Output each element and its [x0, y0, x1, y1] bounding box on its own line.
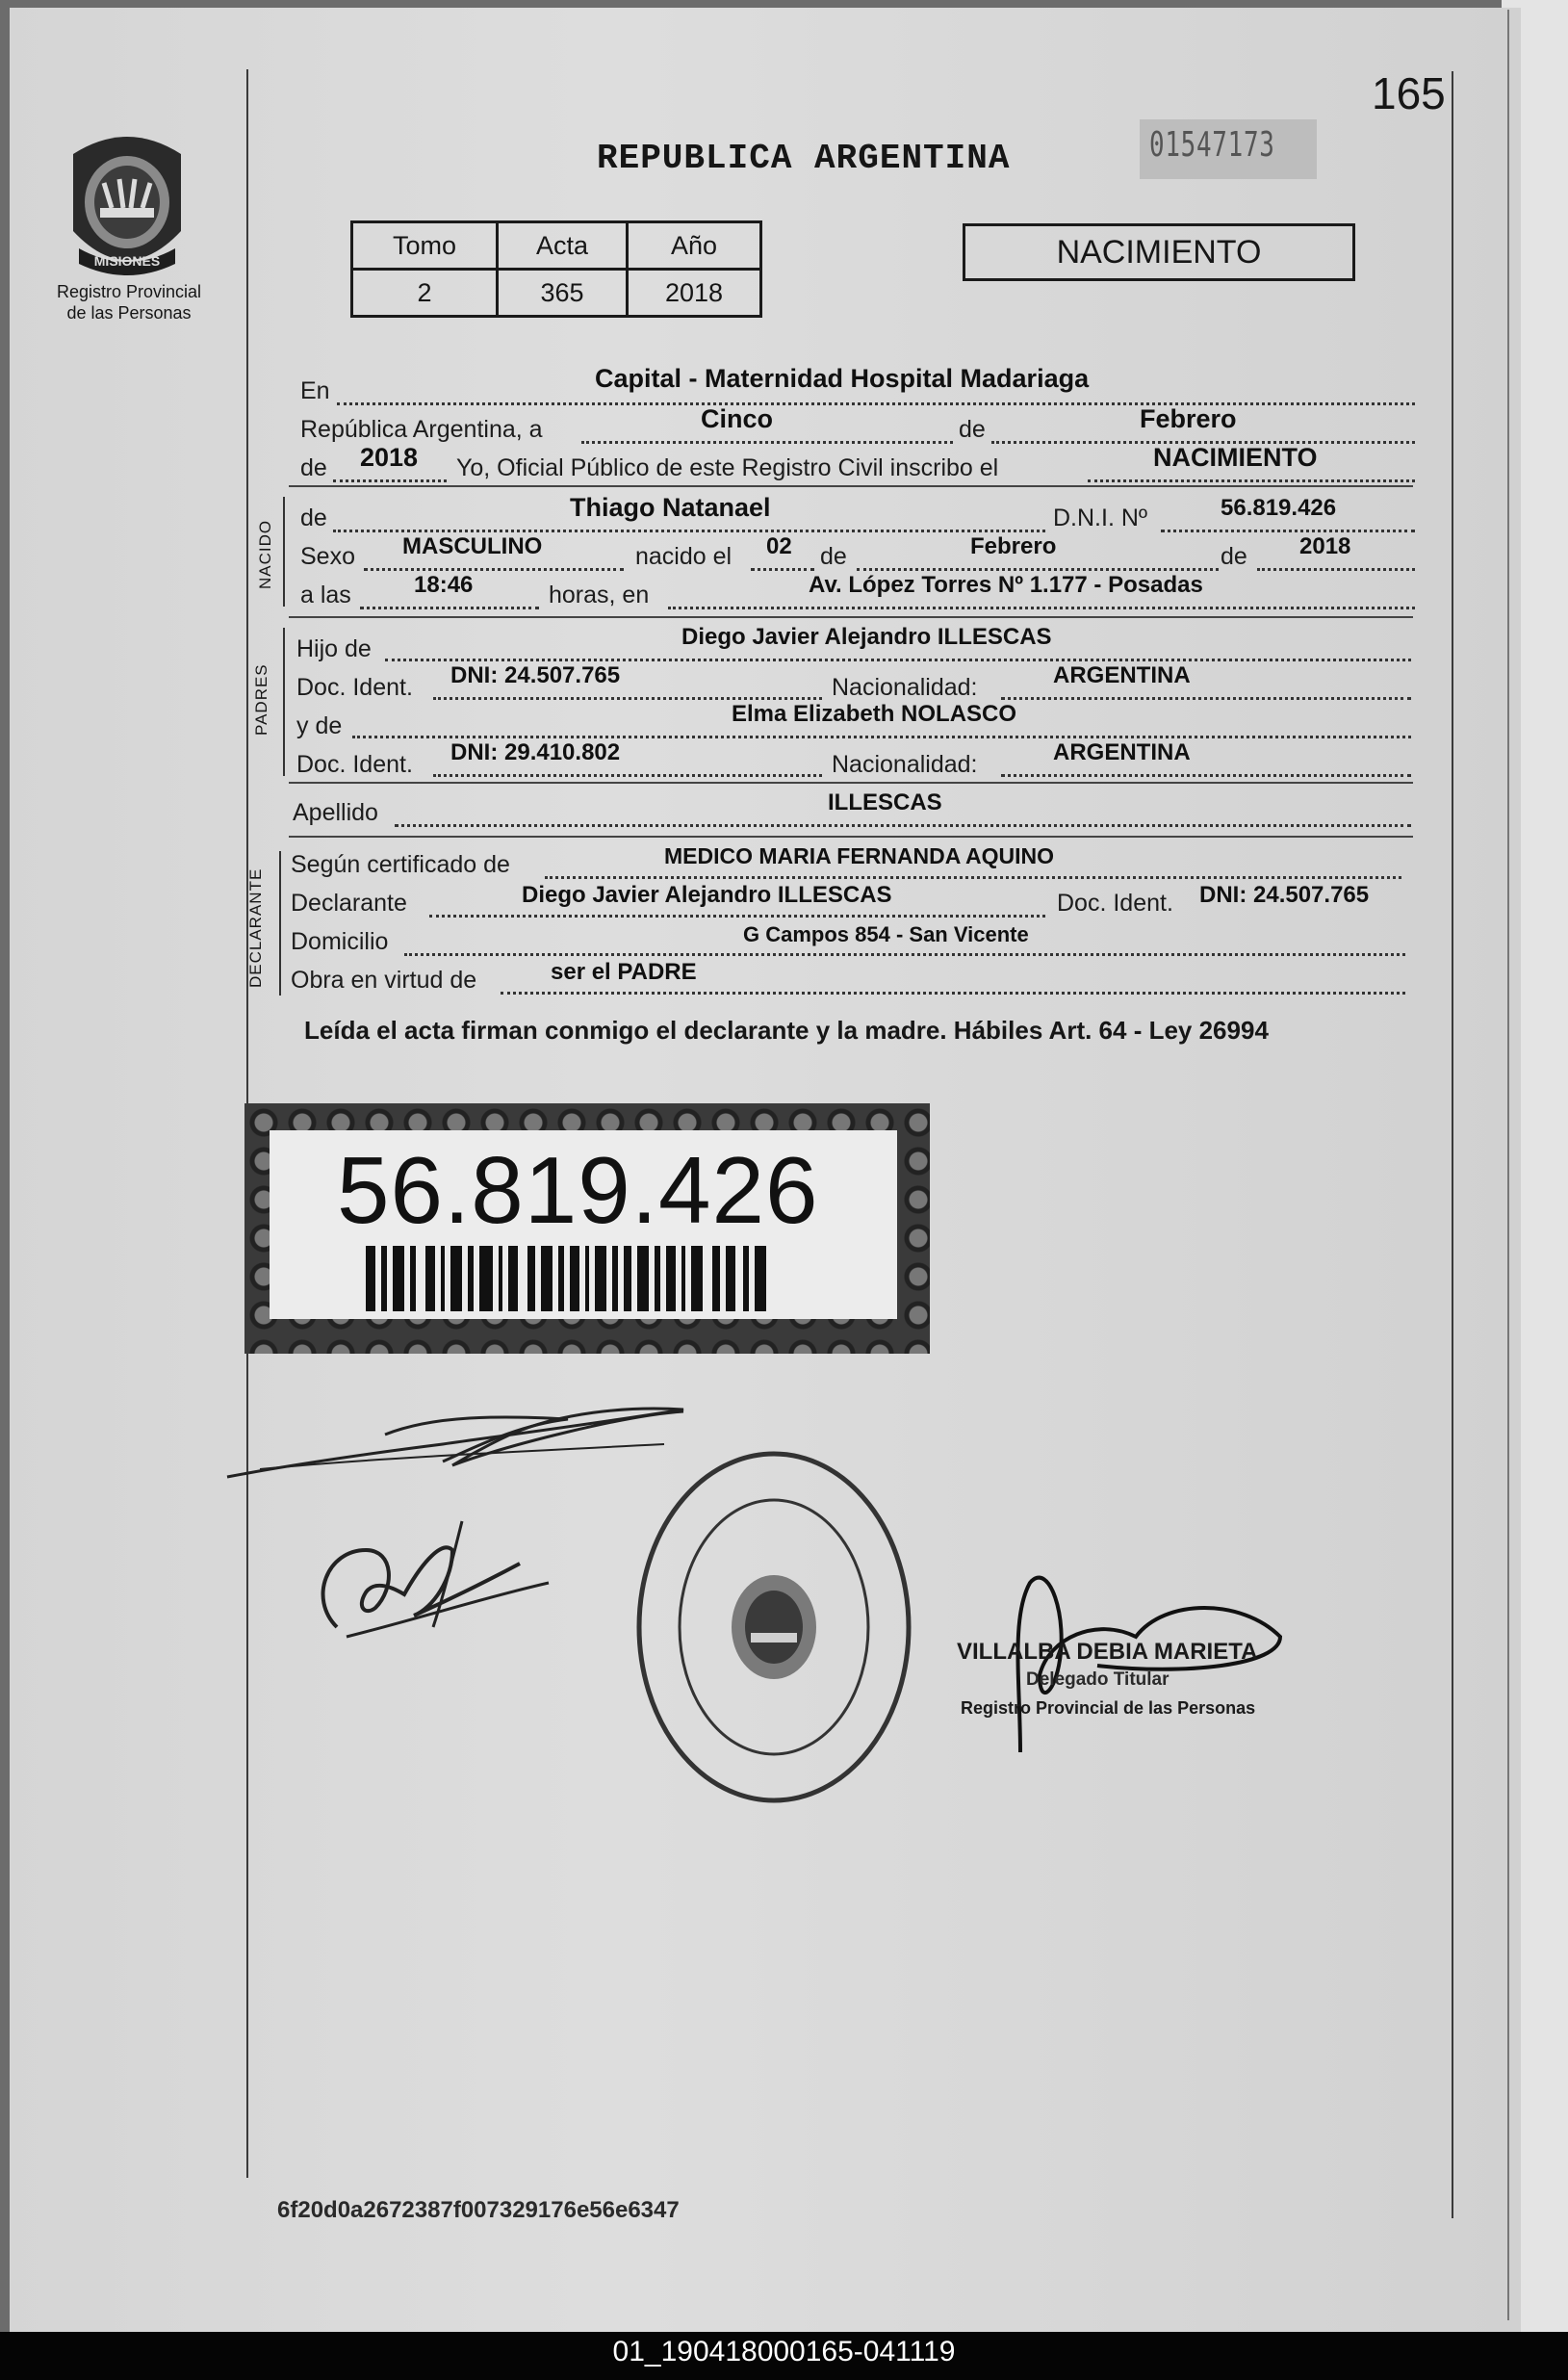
dotted-line	[501, 992, 1405, 995]
side-bar	[283, 497, 285, 607]
tomo-acta-table	[350, 220, 762, 318]
value-madre-nac: ARGENTINA	[1053, 739, 1191, 765]
value-dia-nac: 02	[766, 533, 792, 559]
value-domicilio: G Campos 854 - San Vicente	[743, 922, 1029, 946]
value-mes-nac: Febrero	[970, 533, 1057, 559]
label-dni: D.N.I. Nº	[1053, 504, 1148, 531]
label-segun-certificado: Según certificado de	[291, 851, 510, 878]
value-nombre: Thiago Natanael	[570, 493, 771, 522]
value-declarante-doc: DNI: 24.507.765	[1199, 882, 1370, 908]
side-label-nacido: NACIDO	[256, 519, 274, 589]
anio-header: Año	[628, 222, 761, 270]
serial-number: 01547173	[1149, 125, 1275, 165]
misiones-coat-of-arms-icon	[62, 125, 193, 279]
label-yo-oficial: Yo, Oficial Público de este Registro Civil inscribo el	[456, 454, 999, 481]
dotted-line	[433, 697, 822, 700]
logo-caption-line-1: Registro Provincial	[56, 282, 202, 301]
label-en: En	[300, 377, 330, 404]
official-office: Registro Provincial de las Personas	[961, 1698, 1256, 1718]
value-certificado: MEDICO MARIA FERNANDA AQUINO	[664, 843, 1055, 868]
dotted-line	[337, 402, 1415, 405]
official-seal-icon	[631, 1444, 916, 1810]
label-de-anio-nac: de	[1221, 543, 1247, 570]
sticker-label	[270, 1130, 897, 1319]
value-obra: ser el PADRE	[551, 959, 697, 985]
dotted-line	[333, 530, 1045, 532]
document-title: REPUBLICA ARGENTINA	[597, 139, 1011, 178]
label-de-anio: de	[300, 454, 327, 481]
label-nacionalidad-madre: Nacionalidad:	[832, 751, 978, 778]
value-anio: 2018	[360, 443, 419, 472]
section-divider	[289, 782, 1413, 784]
value-madre-doc: DNI: 29.410.802	[450, 739, 621, 765]
svg-text:MISIONES: MISIONES	[93, 253, 161, 269]
label-republica: República Argentina, a	[300, 416, 543, 443]
value-padre-nac: ARGENTINA	[1053, 662, 1191, 688]
label-doc-ident-padre: Doc. Ident.	[296, 674, 413, 701]
barcode-icon	[366, 1246, 770, 1311]
value-apellido: ILLESCAS	[828, 789, 942, 815]
label-declarante: Declarante	[291, 890, 407, 917]
section-divider	[289, 616, 1413, 618]
value-sexo: MASCULINO	[402, 533, 543, 559]
dotted-line	[333, 479, 447, 482]
acta-header: Acta	[498, 222, 628, 270]
dni-barcode-sticker	[244, 1103, 930, 1354]
label-de-mes: de	[820, 543, 847, 570]
footer-filename: 01_190418000165-041119	[612, 2336, 956, 2367]
dotted-line	[360, 607, 539, 609]
section-divider	[289, 836, 1413, 838]
label-apellido: Apellido	[293, 799, 378, 826]
page-number: 165	[1372, 68, 1446, 118]
value-hora: 18:46	[414, 572, 474, 598]
label-nacido-el: nacido el	[635, 543, 733, 570]
sticker-dni-number: 56.819.426	[337, 1137, 819, 1243]
dotted-line	[1001, 697, 1411, 700]
declarant-signature-icon	[221, 1377, 703, 1492]
tomo-value: 2	[352, 270, 498, 317]
certificate-type-box: NACIMIENTO	[963, 223, 1355, 281]
dotted-line	[1088, 479, 1415, 482]
label-sexo: Sexo	[300, 543, 355, 570]
label-de-nombre: de	[300, 504, 327, 531]
dotted-line	[1161, 530, 1415, 532]
value-anio-nac: 2018	[1299, 533, 1351, 559]
right-margin-line	[1452, 71, 1453, 2218]
label-de: de	[959, 416, 986, 443]
logo-caption-line-2: de las Personas	[66, 303, 192, 323]
value-dia-letras: Cinco	[701, 404, 774, 433]
value-declarante: Diego Javier Alejandro ILLESCAS	[522, 882, 892, 908]
dotted-line	[857, 568, 1219, 571]
value-lugar: Capital - Maternidad Hospital Madariaga	[595, 364, 1090, 393]
dotted-line	[352, 736, 1411, 738]
value-padre-doc: DNI: 24.507.765	[450, 662, 621, 688]
dotted-line	[364, 568, 624, 571]
official-role: Delegado Titular	[1026, 1669, 1170, 1690]
logo-caption	[29, 281, 229, 323]
label-nacionalidad-padre: Nacionalidad:	[832, 674, 978, 701]
dotted-line	[1001, 774, 1411, 777]
value-dni: 56.819.426	[1221, 495, 1337, 521]
value-padre: Diego Javier Alejandro ILLESCAS	[681, 624, 1052, 650]
dotted-line	[404, 953, 1405, 956]
sheet-edge-line	[1507, 10, 1509, 2320]
side-bar	[283, 628, 285, 776]
dotted-line	[668, 607, 1415, 609]
label-domicilio: Domicilio	[291, 928, 389, 955]
tomo-header: Tomo	[352, 222, 498, 270]
dotted-line	[1257, 568, 1415, 571]
official-name: VILLALBA DEBIA MARIETA	[957, 1639, 1258, 1665]
dotted-line	[433, 774, 822, 777]
dotted-line	[385, 659, 1411, 661]
label-doc-ident-madre: Doc. Ident.	[296, 751, 413, 778]
section-divider	[289, 485, 1413, 487]
legal-text: Leída el acta firman conmigo el declarante y la madre. Hábiles Art. 64 - Ley 26994	[304, 1016, 1269, 1045]
dotted-line	[395, 824, 1411, 827]
value-lugar-nac: Av. López Torres Nº 1.177 - Posadas	[809, 572, 1203, 598]
value-acto: NACIMIENTO	[1153, 443, 1318, 472]
label-hijo-de: Hijo de	[296, 635, 372, 662]
acta-value: 365	[498, 270, 628, 317]
label-y-de: y de	[296, 712, 343, 739]
dotted-line	[751, 568, 814, 571]
label-horas-en: horas, en	[549, 582, 650, 608]
side-label-declarante: DECLARANTE	[246, 867, 265, 988]
dotted-line	[581, 441, 953, 444]
dotted-line	[545, 876, 1401, 879]
mother-signature-icon	[308, 1502, 558, 1656]
label-obra: Obra en virtud de	[291, 967, 477, 994]
dotted-line	[429, 915, 1045, 918]
side-bar	[279, 851, 281, 996]
label-doc-ident-declarante: Doc. Ident.	[1057, 890, 1173, 917]
anio-value: 2018	[628, 270, 761, 317]
document-hash: 6f20d0a2672387f007329176e56e6347	[277, 2197, 680, 2223]
label-a-las: a las	[300, 582, 351, 608]
side-label-padres: PADRES	[252, 663, 270, 736]
value-madre: Elma Elizabeth NOLASCO	[732, 701, 1017, 727]
value-mes: Febrero	[1140, 404, 1237, 433]
